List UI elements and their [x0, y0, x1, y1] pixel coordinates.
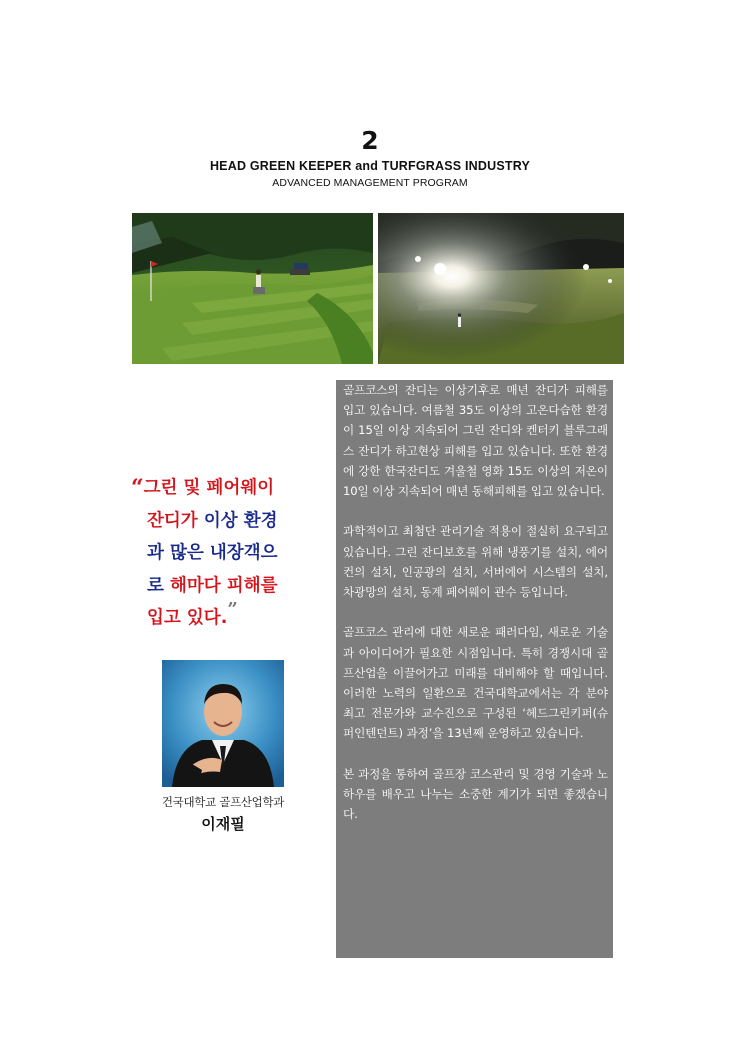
author-name: 이재필: [201, 815, 245, 833]
program-subtitle: ADVANCED MANAGEMENT PROGRAM: [272, 177, 468, 189]
author-portrait: [162, 660, 284, 787]
photo-golf-course-night: [378, 213, 624, 364]
body-text-box: [336, 380, 613, 958]
quote-line-1: “그린 및 페어웨이: [131, 475, 275, 501]
quote-line-2: 잔디가 이상 환경: [147, 510, 278, 531]
photo-greenkeeping-day: [132, 213, 373, 364]
quote-line-3: 과 많은 내장객으: [147, 543, 278, 563]
program-title: HEAD GREEN KEEPER and TURFGRASS INDUSTRY: [209, 159, 531, 173]
paragraph-3: 골프코스 관리에 대한 새로운 패러다임, 새로운 기술과 아이디어가 필요한 시점입니다. 특히 경쟁시대 골프산업을 이끌어가고 미래를 대비해야 할 때입니다. 이러한 노력의 일환으로 건국대학교에서는 각 분야 최고 전문가와 교수진으로 구성된 ‘헤드그린키퍼(슈퍼인텐던트) 과정’을 13년째 운영하고 있습니다.: [343, 625, 608, 741]
pull-quote: [131, 470, 331, 635]
close-quote-mark: ”: [227, 599, 238, 620]
quote-line-4: 로 해마다 피해를: [147, 575, 278, 596]
page-number: 2: [361, 126, 379, 155]
quote-line-5: 입고 있다.”: [147, 599, 238, 628]
author-affiliation: 건국대학교 골프산업학과: [161, 795, 285, 809]
open-quote-mark: “: [131, 475, 144, 501]
paragraph-1: 골프코스의 잔디는 이상기후로 매년 잔디가 피해를 입고 있습니다. 여름철 35도 이상의 고온다습한 환경이 15일 이상 지속되어 그린 잔디와 켄터키 블루그래스 잔디가 하고현상 피해를 입고 있습니다. 또한 환경에 강한 한국잔디도 겨울철 영화 15도 이상의 저온이 10일 이상 지속되어 매년 동해피해를 입고 있습니다.: [343, 383, 608, 499]
paragraph-4: 본 과정을 통하여 골프장 코스관리 및 경영 기술과 노하우를 배우고 나누는 소중한 계기가 되면 좋겠습니다.: [343, 766, 608, 822]
paragraph-2: 과학적이고 최첨단 관리기술 적용이 절실히 요구되고 있습니다. 그린 잔디보호를 위해 냉풍기를 설치, 에어컨의 설치, 인공광의 설치, 서버에어 시스템의 설치, 차광망의 설치, 동계 페어웨이 관수 등입니다.: [343, 524, 608, 600]
